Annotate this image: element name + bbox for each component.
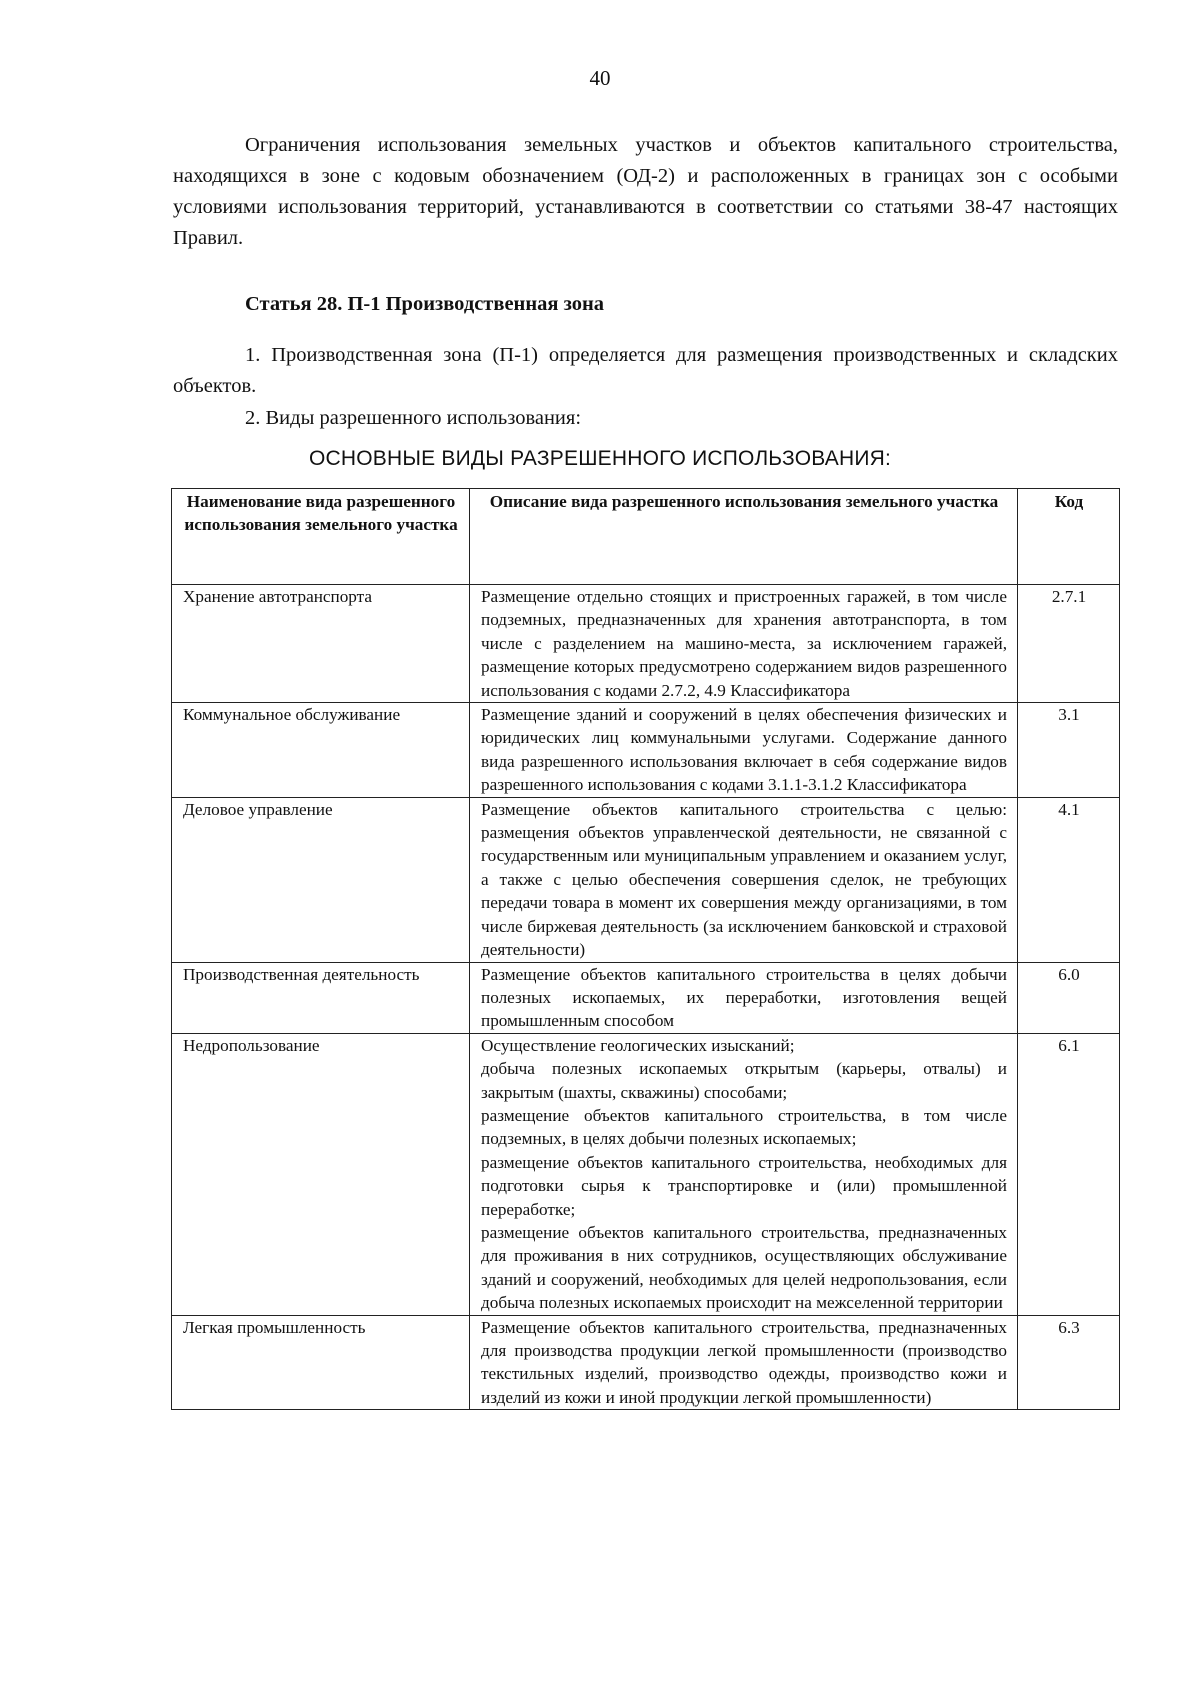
description-line: Осуществление геологических изысканий; (481, 1035, 795, 1055)
use-name: Производственная деятельность (172, 962, 470, 1033)
intro-paragraph: Ограничения использования земельных участков и объектов капитального строительства, находящихся в зоне с кодовым обозначением (ОД-2) и расположенных в границах зон с особыми условиями использования территорий, устанавливаются в соответствии со статьями 38-47 настоящих Правил. (173, 134, 1118, 249)
use-code: 3.1 (1018, 703, 1120, 798)
table-row (172, 1315, 1120, 1410)
table-header-row (172, 489, 1120, 585)
use-description: Размещение отдельно стоящих и пристроенных гаражей, в том числе подземных, предназначенных для хранения автотранспорта, в том числе с разделением на машино-места, за исключением гаражей, размещение которых предусмотрено содержанием видов разрешенного использования с кодами 2.7.2, 4.9 Классификатора (470, 585, 1018, 703)
use-code: 6.1 (1018, 1033, 1120, 1315)
use-name: Недропользование (172, 1033, 470, 1315)
permitted-uses-table (171, 488, 1120, 1410)
use-name: Хранение автотранспорта (172, 585, 470, 703)
use-name: Деловое управление (172, 797, 470, 962)
use-name: Коммунальное обслуживание (172, 703, 470, 798)
table-caption: ОСНОВНЫЕ ВИДЫ РАЗРЕШЕННОГО ИСПОЛЬЗОВАНИЯ: (308, 447, 892, 470)
use-description: Размещение объектов капитального строительства, предназначенных для производства продукции легкой промышленности (производство текстильных изделий, производство одежды, производство кожи и изделий из кожи и иной продукции легкой промышленности) (470, 1315, 1018, 1410)
use-code: 6.3 (1018, 1315, 1120, 1410)
use-description: Размещение объектов капитального строительства в целях добычи полезных ископаемых, их переработки, изготовления вещей промышленным способом (470, 962, 1018, 1033)
description-line: размещение объектов капитального строительства, в том числе подземных, в целях добычи полезных ископаемых; (481, 1105, 1007, 1149)
header-code: Код (1018, 489, 1120, 585)
description-line: размещение объектов капитального строительства, необходимых для подготовки сырья к транспортировке и (или) промышленной переработке; (481, 1152, 1007, 1219)
use-description (470, 1033, 1018, 1315)
use-description: Размещение зданий и сооружений в целях обеспечения физических и юридических лиц коммунальными услугами. Содержание данного вида разрешенного использования включает в себя содержание видов разрешенного использования с кодами 3.1.1-3.1.2 Классификатора (470, 703, 1018, 798)
description-line: размещение объектов капитального строительства, предназначенных для проживания в них сотрудников, осуществляющих обслуживание зданий и сооружений, необходимых для целей недропользования, если добыча полезных ископаемых происходит на межселенной территории (481, 1222, 1007, 1313)
table-row (172, 703, 1120, 798)
page-number: 40 (589, 66, 611, 90)
use-code: 2.7.1 (1018, 585, 1120, 703)
use-code: 6.0 (1018, 962, 1120, 1033)
point-1-paragraph: 1. Производственная зона (П-1) определяется для размещения производственных и складских объектов. (173, 344, 1118, 397)
use-name: Легкая промышленность (172, 1315, 470, 1410)
article-heading: Статья 28. П-1 Производственная зона (245, 293, 605, 315)
use-code: 4.1 (1018, 797, 1120, 962)
header-name: Наименование вида разрешенного использования земельного участка (172, 489, 470, 585)
header-description: Описание вида разрешенного использования земельного участка (470, 489, 1018, 585)
point-2-paragraph: 2. Виды разрешенного использования: (245, 407, 582, 429)
table-row (172, 585, 1120, 703)
table-row (172, 962, 1120, 1033)
use-description: Размещение объектов капитального строительства с целью: размещения объектов управленческой деятельности, не связанной с государственным или муниципальным управлением и оказанием услуг, а также с целью обеспечения совершения сделок, не требующих передачи товара в момент их совершения между организациями, в том числе биржевая деятельность (за исключением банковской и страховой деятельности) (470, 797, 1018, 962)
table-row (172, 797, 1120, 962)
description-line: добыча полезных ископаемых открытым (карьеры, отвалы) и закрытым (шахты, скважины) способами; (481, 1059, 1007, 1102)
table-row (172, 1033, 1120, 1315)
